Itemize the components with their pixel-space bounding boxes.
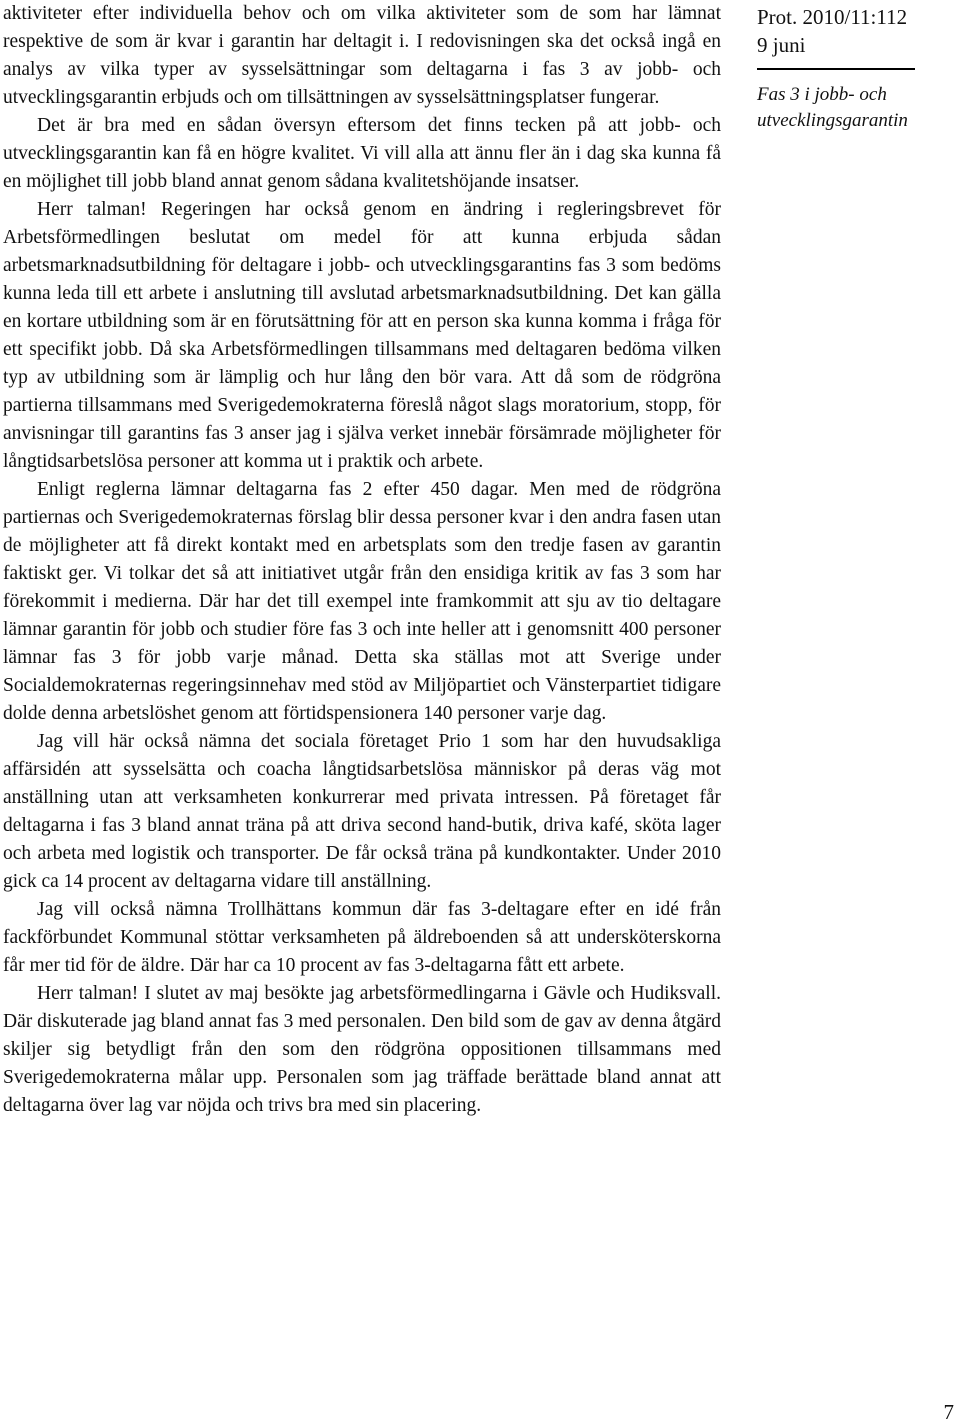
paragraph-continuation: aktiviteter efter individuella behov och om vilka aktiviteter som de som har lämnat respektive de som är kvar i garantin har deltagit i. I redovisningen ska det också ingå en analys av vilka typer av sysselsättningar som deltagarna i fas 3 av jobb- och utvecklingsgarantin erbjuds och om tillsättningen av sysselsättningsplatser fungerar. — [3, 3, 721, 108]
debate-topic: Fas 3 i jobb- och utvecklingsgarantin — [757, 84, 908, 131]
margin-sidebar — [757, 3, 957, 134]
paragraph-visit: Herr talman! I slutet av maj besökte jag arbetsförmedlingarna i Gävle och Hudiksvall. Där diskuterade jag bland annat fas 3 med personalen. Den bild som de gav av denna åtgärd skiljer sig betydligt från den som den rödgröna oppositionen tillsammans med Sverigedemokraterna målar upp. Personalen som jag träffade berättade bland annat att deltagarna över lag var nöjda och trivs bra med sin placering. — [3, 983, 721, 1116]
main-text-column — [3, 0, 721, 1120]
protocol-number: Prot. 2010/11:112 — [757, 5, 908, 29]
paragraph-overview: Det är bra med en sådan översyn eftersom det finns tecken på att jobb- och utvecklingsgarantin kan få en högre kvalitet. Vi vill alla att ännu fler än i dag ska kunna få en möjlighet till jobb bland annat genom sådana kvalitetshöjande insatser. — [3, 115, 721, 192]
paragraph-trollhattan: Jag vill också nämna Trollhättans kommun där fas 3-deltagare efter en idé från fackförbundet Kommunal stöttar verksamheten på äldreboenden så att undersköterskorna får mer tid för de äldre. Där har ca 10 procent av fas 3-deltagarna fått ett arbete. — [3, 899, 721, 976]
session-date: 9 juni — [757, 33, 806, 57]
paragraph-rules: Enligt reglerna lämnar deltagarna fas 2 efter 450 dagar. Men med de rödgröna partiernas och Sverigedemokraternas förslag blir dessa personer kvar i den andra fasen utan de möjligheter att få direkt kontakt med en arbetsplats som den tredje fasen av garantin faktiskt ger. Vi tolkar det så att initiativet utgår från den ensidiga kritik av fas 3 som har förekommit i medierna. Där har det till exempel inte framkommit att sju av tio deltagare lämnar garantin för jobb och studier före fas 3 och inte heller att i genomsnitt 400 personer lämnar fas 3 för jobb varje månad. Detta ska ställas mot att Sverige under Socialdemokraternas regeringsinnehav med stöd av Miljöpartiet och Vänsterpartiet tidigare dolde denna arbetslöshet genom att förtidspensionera 140 personer varje dag. — [3, 479, 721, 724]
paragraph-training: Herr talman! Regeringen har också genom en ändring i regleringsbrevet för Arbetsförmedlingen beslutat om medel för att kunna erbjuda sådan arbetsmarknadsutbildning för deltagare i jobb- och utvecklingsgarantins fas 3 som bedöms kunna leda till ett arbete i anslutning till avslutad arbetsmarknadsutbildning. Det kan gälla en kortare utbildning som är en förutsättning för att en person ska kunna komma i fråga för ett specifikt jobb. Då ska Arbetsförmedlingen tillsammans med deltagaren bedöma vilken typ av utbildning som är lämplig och hur lång den bör vara. Att då som de rödgröna partierna tillsammans med Sverigedemokraterna föreslå något slags moratorium, stopp, för anvisningar till garantins fas 3 anser jag i själva verket innebär försämrade möjligheter för långtidsarbetslösa personer att komma ut i praktik och arbete. — [3, 199, 721, 472]
sidebar-divider — [757, 68, 915, 70]
page-number: 7 — [943, 1400, 954, 1424]
paragraph-prio1: Jag vill här också nämna det sociala företaget Prio 1 som har den huvudsakliga affärsidén att sysselsätta och coacha långtidsarbetslösa människor på deras väg mot anställning utan att verksamheten konkurrerar med privata intressen. På företaget får deltagarna i fas 3 bland annat träna på att driva second hand-butik, driva kafé, sköta lager och arbeta med logistik och transporter. De får också träna på kundkontakter. Under 2010 gick ca 14 procent av deltagarna vidare till anställning. — [3, 731, 721, 892]
